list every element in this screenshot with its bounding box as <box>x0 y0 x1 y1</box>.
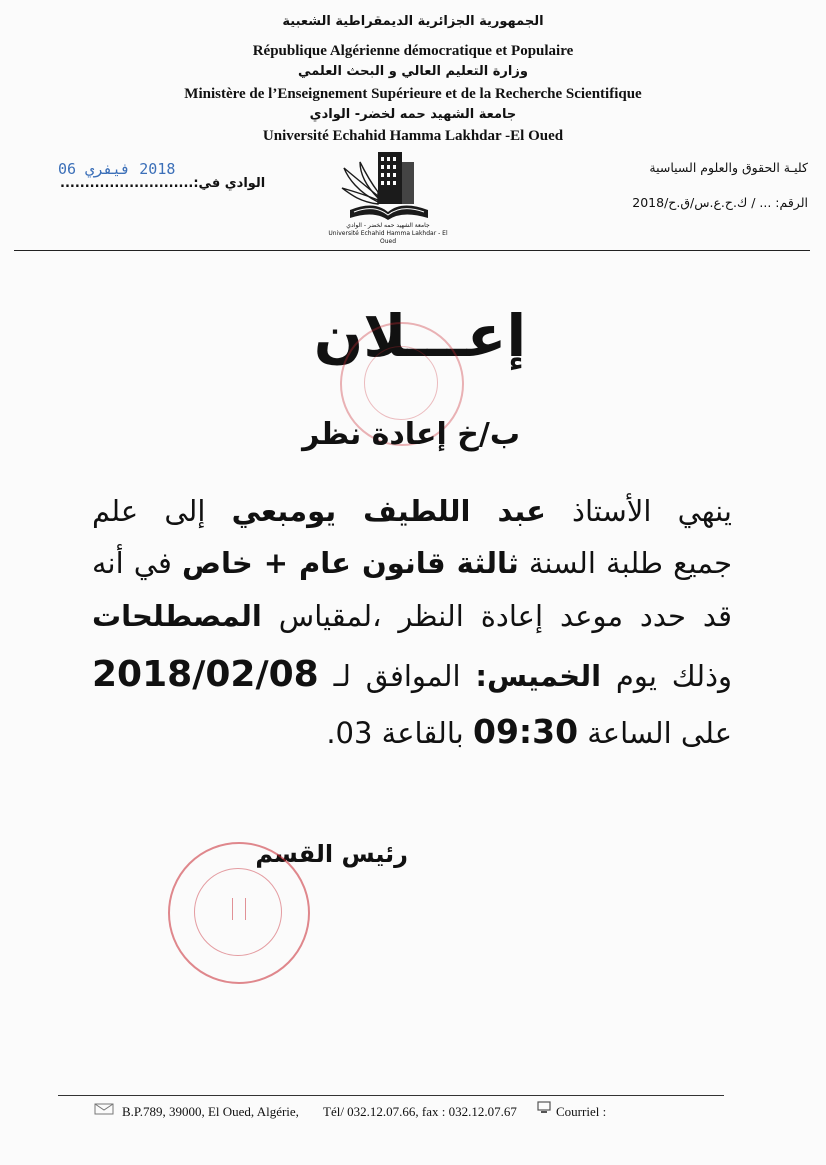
footer-address: B.P.789, 39000, El Oued, Algérie, <box>122 1104 299 1119</box>
date-label: الوادي في:........................... <box>60 176 266 191</box>
university-fr: Université Echahid Hamma Lakhdar -El Oued <box>262 128 564 144</box>
computer-icon <box>536 1100 552 1114</box>
faculty-name: كليـة الحقوق والعلوم السياسية <box>649 160 808 175</box>
logo-caption-ar: جامعة الشهيد حمه لخضر - الوادي <box>346 222 430 229</box>
announcement-subtitle: ب/خ إعادة نظر <box>302 417 520 452</box>
ministry-fr: Ministère de l’Enseignement Supérieure et de la Recherche Scientifique <box>184 86 642 102</box>
footer-phone: Tél/ 032.12.07.66, fax : 032.12.07.67 <box>323 1104 517 1119</box>
footer-divider <box>58 1095 724 1096</box>
body-line-4: وذلك يوم الخميس: الموافق لـ 2018/02/08 <box>92 654 733 695</box>
university-ar: جامعة الشهيد حمه لخضر- الوادي <box>309 107 517 122</box>
faculty-seal-bottom <box>168 842 310 984</box>
mail-icon <box>94 1100 114 1112</box>
footer-email-label: Courriel : <box>556 1104 607 1119</box>
body-line-1: ينهي الأستاذ عبد اللطيف يومبعي إلى علم <box>92 494 732 528</box>
date-stamp: 2018 فيفري 06 <box>58 160 176 178</box>
body-line-2: جميع طلبة السنة ثالثة قانون عام + خاص في أنه <box>92 546 733 580</box>
university-logo <box>338 148 438 228</box>
header-divider <box>14 250 810 251</box>
republic-ar: الجمهورية الجزائرية الديمقراطية الشعبية <box>282 14 544 29</box>
signature-title: رئيس القسم <box>255 840 408 868</box>
republic-fr: République Algérienne démocratique et Populaire <box>252 43 574 59</box>
body-line-3: قد حدد موعد إعادة النظر ،لمقياس المصطلحات <box>92 599 732 633</box>
announcement-title: إعـــلان <box>313 302 527 370</box>
reference-number: الرقم: ... / ك.ح.ع.س/ق.ح/2018 <box>632 195 808 210</box>
ministry-ar: وزارة التعليم العالي و البحث العلمي <box>298 64 528 79</box>
logo-caption-fr: Université Echahid Hamma Lakhdar - El Oued <box>328 230 448 245</box>
body-line-5: على الساعة 09:30 بالقاعة 03. <box>326 712 732 751</box>
